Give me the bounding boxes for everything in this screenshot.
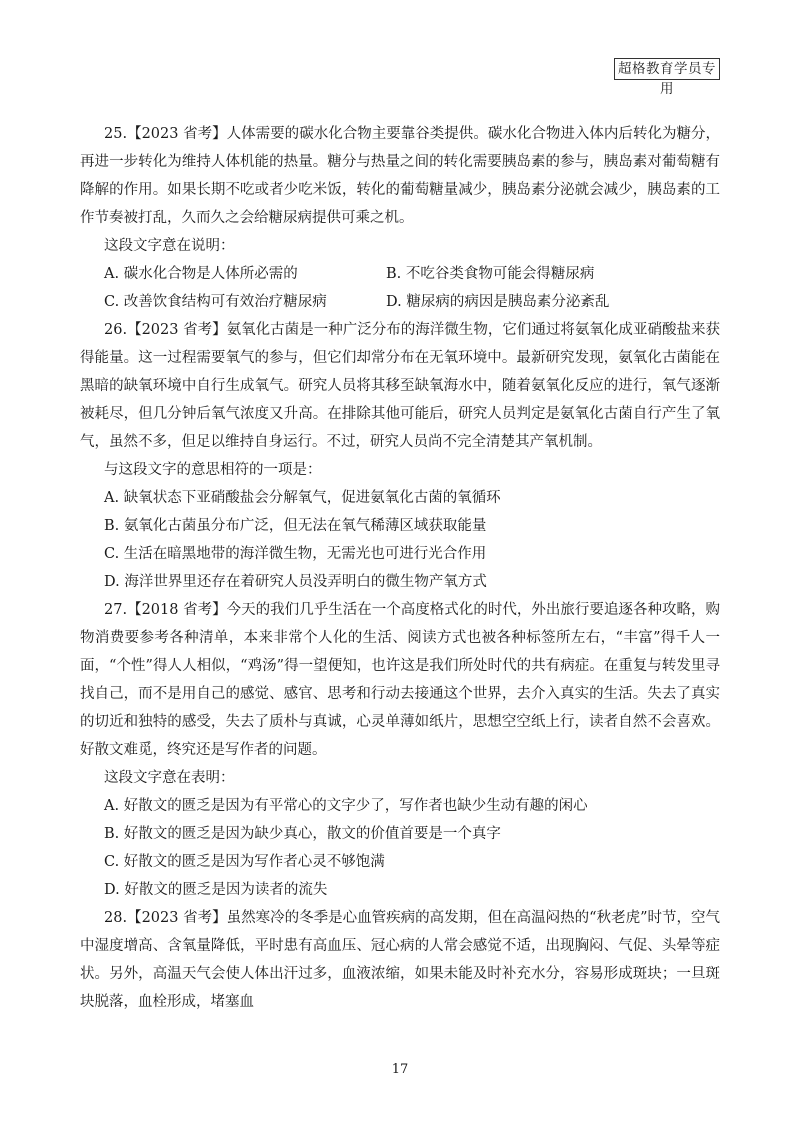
question-26-option-c: C. 生活在暗黑地带的海洋微生物，无需光也可进行光合作用 [104,546,487,562]
question-26-option-a: A. 缺氧状态下亚硝酸盐会分解氧气，促进氨氧化古菌的氧循环 [104,490,501,506]
question-28-body: 虽然寒冷的冬季是心血管疾病的高发期，但在高温闷热的“秋老虎”时节，空气中湿度增高、含氧量降低，平时患有高血压、冠心病的人常会感觉不适，出现胸闷、气促、头晕等症状。另外，高温天气会使人体出汗过多，血液浓缩，如果未能及时补充水分，容易形成斑块；一旦斑块脱落，血栓形成，堵塞血 [80,910,720,1010]
question-27-text [80,596,720,764]
header-tag: 超格教育学员专用 [614,58,720,80]
question-25-option-c: C. 改善饮食结构可有效治疗糖尿病 [104,294,327,310]
question-27-option-a: A. 好散文的匮乏是因为有平常心的文字少了，写作者也缺少生动有趣的闲心 [104,798,588,814]
question-25-text [80,120,720,232]
question-26-option-b: B. 氨氧化古菌虽分布广泛，但无法在氧气稀薄区域获取能量 [104,518,487,534]
page-content [80,120,720,1016]
question-26-prompt: 与这段文字的意思相符的一项是： [104,462,322,478]
question-25-option-b: B. 不吃谷类食物可能会得糖尿病 [386,266,595,282]
question-26-option-d: D. 海洋世界里还存在着研究人员没弄明白的微生物产氧方式 [104,574,487,590]
question-27-option-b: B. 好散文的匮乏是因为缺少真心，散文的价值首要是一个真字 [104,826,501,842]
question-27-prompt: 这段文字意在表明： [104,770,235,786]
question-25-body: 人体需要的碳水化合物主要靠谷类提供。碳水化合物进入体内后转化为糖分，再进一步转化为维持人体机能的热量。糖分与热量之间的转化需要胰岛素的参与，胰岛素对葡萄糖有降解的作用。如果长期不吃或者少吃米饭，转化的葡萄糖量减少，胰岛素分泌就会减少，胰岛素的工作节奏被打乱，久而久之会给糖尿病提供可乘之机。 [80,126,720,226]
question-25-option-d: D. 糖尿病的病因是胰岛素分泌紊乱 [386,294,610,310]
question-26-head: 26.【2023 省考】 [104,322,227,338]
page-number: 17 [391,1062,409,1077]
question-25-options-row-1 [80,260,720,288]
question-26-text [80,316,720,456]
question-27-option-c: C. 好散文的匮乏是因为写作者心灵不够饱满 [104,854,385,870]
question-26-body: 氨氧化古菌是一种广泛分布的海洋微生物，它们通过将氨氧化成亚硝酸盐来获得能量。这一过程需要氧气的参与，但它们却常分布在无氧环境中。最新研究发现，氨氧化古菌能在黑暗的缺氧环境中自行生成氧气。研究人员将其移至缺氧海水中，随着氨氧化反应的进行，氧气逐渐被耗尽，但几分钟后氧气浓度又升高。在排除其他可能后，研究人员判定是氨氧化古菌自行产生了氧气，虽然不多，但足以维持自身运行。不过，研究人员尚不完全清楚其产氧机制。 [80,322,720,450]
question-28-text [80,904,720,1016]
question-25-head: 25.【2023 省考】 [104,126,227,142]
question-25-prompt: 这段文字意在说明： [104,238,235,254]
question-27-head: 27.【2018 省考】 [104,602,227,618]
question-25-options-row-2 [80,288,720,316]
question-27-body: 今天的我们几乎生活在一个高度格式化的时代，外出旅行要追逐各种攻略，购物消费要参考各种清单，本来非常个人化的生活、阅读方式也被各种标签所左右，“丰富”得千人一面，“个性”得人人相似，“鸡汤”得一望便知，也许这是我们所处时代的共有病症。在重复与转发里寻找自己，而不是用自己的感觉、感官、思考和行动去接通这个世界，去介入真实的生活。失去了真实的切近和独特的感受，失去了质朴与真诚，心灵单薄如纸片，思想空空纸上行，读者自然不会喜欢。好散文难觅，终究还是写作者的问题。 [80,602,720,758]
question-28-head: 28.【2023 省考】 [104,910,227,926]
question-25-option-a: A. 碳水化合物是人体所必需的 [104,266,298,282]
question-27-option-d: D. 好散文的匮乏是因为读者的流失 [104,882,328,898]
